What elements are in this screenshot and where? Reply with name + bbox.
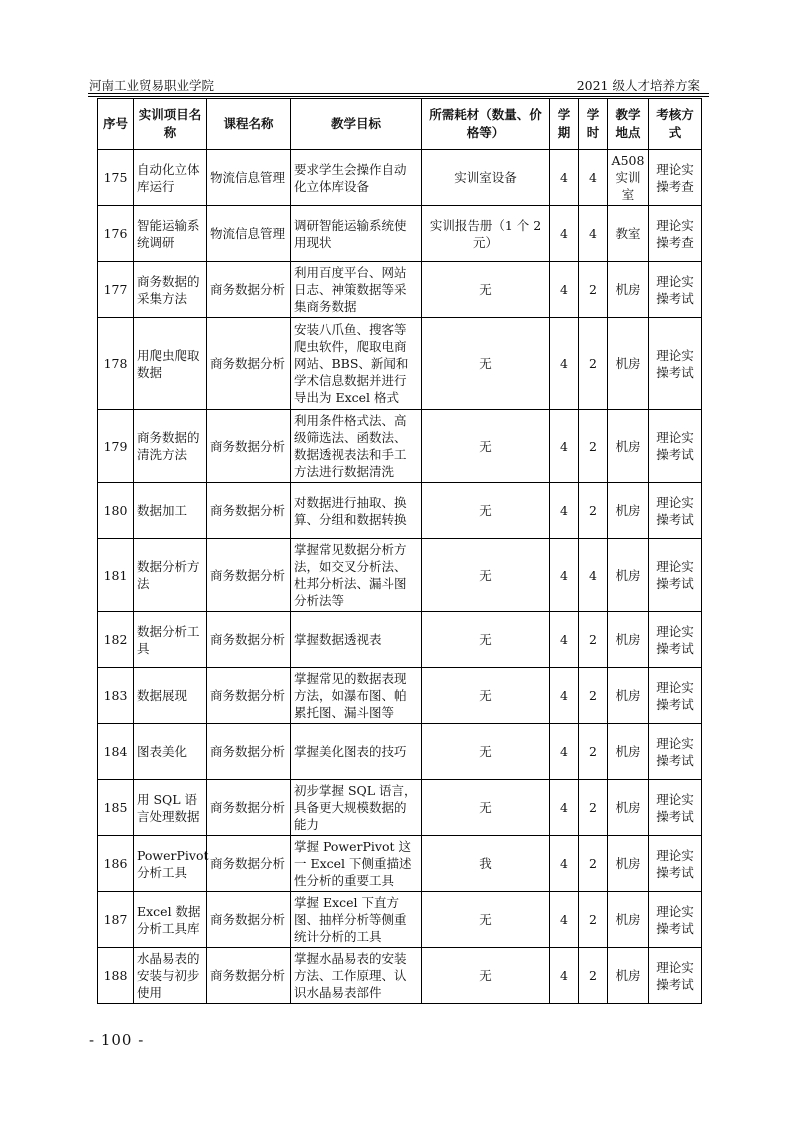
cell-materials: 无 bbox=[422, 724, 550, 780]
cell-project-name: 数据加工 bbox=[134, 483, 207, 539]
col-header-no: 序号 bbox=[98, 99, 134, 150]
table-row bbox=[98, 539, 702, 612]
cell-course-name: 商务数据分析 bbox=[207, 724, 291, 780]
table-row bbox=[98, 318, 702, 410]
cell-materials: 无 bbox=[422, 318, 550, 410]
col-header-course: 课程名称 bbox=[207, 99, 291, 150]
cell-hours: 4 bbox=[579, 206, 608, 262]
cell-place: 机房 bbox=[608, 539, 649, 612]
cell-course-name: 商务数据分析 bbox=[207, 483, 291, 539]
cell-teaching-goal: 调研智能运输系统使用现状 bbox=[291, 206, 422, 262]
cell-course-name: 商务数据分析 bbox=[207, 892, 291, 948]
cell-row-number: 185 bbox=[98, 780, 134, 836]
cell-row-number: 186 bbox=[98, 836, 134, 892]
table-row bbox=[98, 948, 702, 1004]
cell-hours: 4 bbox=[579, 539, 608, 612]
cell-assessment: 理论实操考查 bbox=[649, 150, 702, 206]
cell-hours: 2 bbox=[579, 724, 608, 780]
cell-term: 4 bbox=[550, 836, 579, 892]
cell-assessment: 理论实操考试 bbox=[649, 836, 702, 892]
header-rule-thick bbox=[88, 93, 709, 94]
cell-course-name: 商务数据分析 bbox=[207, 318, 291, 410]
training-projects-table bbox=[97, 98, 702, 1004]
cell-course-name: 商务数据分析 bbox=[207, 262, 291, 318]
cell-hours: 2 bbox=[579, 612, 608, 668]
cell-course-name: 商务数据分析 bbox=[207, 539, 291, 612]
cell-term: 4 bbox=[550, 410, 579, 483]
cell-place: 机房 bbox=[608, 483, 649, 539]
cell-course-name: 商务数据分析 bbox=[207, 948, 291, 1004]
cell-row-number: 184 bbox=[98, 724, 134, 780]
cell-teaching-goal: 掌握常见数据分析方法，如交叉分析法、杜邦分析法、漏斗图分析法等 bbox=[291, 539, 422, 612]
cell-assessment: 理论实操考试 bbox=[649, 892, 702, 948]
cell-materials: 实训室设备 bbox=[422, 150, 550, 206]
cell-term: 4 bbox=[550, 948, 579, 1004]
cell-term: 4 bbox=[550, 318, 579, 410]
table-row bbox=[98, 892, 702, 948]
cell-project-name: 数据展现 bbox=[134, 668, 207, 724]
cell-materials: 实训报告册（1 个 2 元） bbox=[422, 206, 550, 262]
cell-teaching-goal: 利用百度平台、网站日志、神策数据等采集商务数据 bbox=[291, 262, 422, 318]
cell-row-number: 187 bbox=[98, 892, 134, 948]
table-row bbox=[98, 668, 702, 724]
cell-project-name: 自动化立体库运行 bbox=[134, 150, 207, 206]
cell-teaching-goal: 掌握水晶易表的安装方法、工作原理、认识水晶易表部件 bbox=[291, 948, 422, 1004]
cell-project-name: 商务数据的采集方法 bbox=[134, 262, 207, 318]
cell-assessment: 理论实操考试 bbox=[649, 410, 702, 483]
cell-project-name: 智能运输系统调研 bbox=[134, 206, 207, 262]
cell-materials: 无 bbox=[422, 539, 550, 612]
cell-place: 机房 bbox=[608, 612, 649, 668]
table-row bbox=[98, 780, 702, 836]
cell-row-number: 179 bbox=[98, 410, 134, 483]
cell-place: 机房 bbox=[608, 780, 649, 836]
cell-assessment: 理论实操考试 bbox=[649, 780, 702, 836]
cell-teaching-goal: 掌握常见的数据表现方法，如瀑布图、帕累托图、漏斗图等 bbox=[291, 668, 422, 724]
cell-assessment: 理论实操考试 bbox=[649, 948, 702, 1004]
col-header-term: 学期 bbox=[550, 99, 579, 150]
cell-place: 机房 bbox=[608, 892, 649, 948]
cell-hours: 2 bbox=[579, 780, 608, 836]
cell-hours: 2 bbox=[579, 836, 608, 892]
cell-assessment: 理论实操考试 bbox=[649, 668, 702, 724]
cell-hours: 2 bbox=[579, 892, 608, 948]
page-number: - 100 - bbox=[89, 1031, 145, 1049]
cell-row-number: 176 bbox=[98, 206, 134, 262]
cell-materials: 无 bbox=[422, 410, 550, 483]
cell-teaching-goal: 掌握 Excel 下直方图、抽样分析等侧重统计分析的工具 bbox=[291, 892, 422, 948]
cell-hours: 2 bbox=[579, 410, 608, 483]
table-body bbox=[98, 150, 702, 1004]
cell-materials: 无 bbox=[422, 612, 550, 668]
cell-place: 机房 bbox=[608, 724, 649, 780]
cell-materials: 无 bbox=[422, 892, 550, 948]
cell-hours: 2 bbox=[579, 483, 608, 539]
table-row bbox=[98, 483, 702, 539]
cell-hours: 2 bbox=[579, 948, 608, 1004]
table-row bbox=[98, 724, 702, 780]
cell-row-number: 175 bbox=[98, 150, 134, 206]
cell-place: 机房 bbox=[608, 410, 649, 483]
cell-assessment: 理论实操考试 bbox=[649, 262, 702, 318]
cell-assessment: 理论实操考试 bbox=[649, 318, 702, 410]
cell-row-number: 183 bbox=[98, 668, 134, 724]
col-header-place: 教学地点 bbox=[608, 99, 649, 150]
cell-term: 4 bbox=[550, 483, 579, 539]
col-header-materials: 所需耗材（数量、价格等） bbox=[422, 99, 550, 150]
cell-hours: 2 bbox=[579, 668, 608, 724]
table-row bbox=[98, 410, 702, 483]
cell-project-name: 用爬虫爬取数据 bbox=[134, 318, 207, 410]
table-row bbox=[98, 206, 702, 262]
table-row bbox=[98, 612, 702, 668]
cell-teaching-goal: 安装八爪鱼、搜客等爬虫软件，爬取电商网站、BBS、新闻和学术信息数据并进行导出为 Excel 格式 bbox=[291, 318, 422, 410]
cell-assessment: 理论实操考试 bbox=[649, 724, 702, 780]
cell-materials: 无 bbox=[422, 780, 550, 836]
cell-teaching-goal: 要求学生会操作自动化立体库设备 bbox=[291, 150, 422, 206]
cell-place: 教室 bbox=[608, 206, 649, 262]
cell-project-name: PowerPivot 分析工具 bbox=[134, 836, 207, 892]
cell-hours: 2 bbox=[579, 318, 608, 410]
cell-teaching-goal: 掌握数据透视表 bbox=[291, 612, 422, 668]
table-row bbox=[98, 836, 702, 892]
cell-term: 4 bbox=[550, 780, 579, 836]
cell-term: 4 bbox=[550, 668, 579, 724]
cell-term: 4 bbox=[550, 206, 579, 262]
cell-term: 4 bbox=[550, 724, 579, 780]
cell-teaching-goal: 掌握美化图表的技巧 bbox=[291, 724, 422, 780]
header-document-title: 2021 级人才培养方案 bbox=[576, 78, 700, 93]
cell-course-name: 商务数据分析 bbox=[207, 668, 291, 724]
cell-row-number: 182 bbox=[98, 612, 134, 668]
cell-materials: 无 bbox=[422, 668, 550, 724]
cell-row-number: 188 bbox=[98, 948, 134, 1004]
cell-term: 4 bbox=[550, 892, 579, 948]
cell-place: 机房 bbox=[608, 836, 649, 892]
cell-course-name: 商务数据分析 bbox=[207, 780, 291, 836]
cell-course-name: 商务数据分析 bbox=[207, 836, 291, 892]
cell-hours: 2 bbox=[579, 262, 608, 318]
cell-teaching-goal: 掌握 PowerPivot 这一 Excel 下侧重描述性分析的重要工具 bbox=[291, 836, 422, 892]
cell-materials: 无 bbox=[422, 483, 550, 539]
cell-project-name: 数据分析工具 bbox=[134, 612, 207, 668]
cell-project-name: 图表美化 bbox=[134, 724, 207, 780]
cell-assessment: 理论实操考试 bbox=[649, 539, 702, 612]
header-rule-thin bbox=[88, 96, 709, 97]
cell-materials: 无 bbox=[422, 948, 550, 1004]
header-school-name: 河南工业贸易职业学院 bbox=[89, 78, 215, 93]
cell-course-name: 商务数据分析 bbox=[207, 612, 291, 668]
cell-place: 机房 bbox=[608, 318, 649, 410]
cell-materials: 无 bbox=[422, 262, 550, 318]
cell-place: A508 实训室 bbox=[608, 150, 649, 206]
cell-teaching-goal: 利用条件格式法、高级筛选法、函数法、数据透视表法和手工方法进行数据清洗 bbox=[291, 410, 422, 483]
cell-term: 4 bbox=[550, 612, 579, 668]
cell-assessment: 理论实操考查 bbox=[649, 206, 702, 262]
cell-course-name: 物流信息管理 bbox=[207, 206, 291, 262]
table-row bbox=[98, 262, 702, 318]
cell-term: 4 bbox=[550, 150, 579, 206]
table-row bbox=[98, 150, 702, 206]
cell-place: 机房 bbox=[608, 262, 649, 318]
col-header-assess: 考核方式 bbox=[649, 99, 702, 150]
cell-row-number: 178 bbox=[98, 318, 134, 410]
cell-teaching-goal: 初步掌握 SQL 语言，具备更大规模数据的能力 bbox=[291, 780, 422, 836]
col-header-goal: 教学目标 bbox=[291, 99, 422, 150]
cell-course-name: 商务数据分析 bbox=[207, 410, 291, 483]
cell-place: 机房 bbox=[608, 668, 649, 724]
cell-assessment: 理论实操考试 bbox=[649, 612, 702, 668]
cell-row-number: 177 bbox=[98, 262, 134, 318]
cell-project-name: 用 SQL 语言处理数据 bbox=[134, 780, 207, 836]
cell-materials: 我 bbox=[422, 836, 550, 892]
cell-course-name: 物流信息管理 bbox=[207, 150, 291, 206]
cell-project-name: Excel 数据分析工具库 bbox=[134, 892, 207, 948]
cell-term: 4 bbox=[550, 539, 579, 612]
cell-term: 4 bbox=[550, 262, 579, 318]
table-header-row bbox=[98, 99, 702, 150]
cell-place: 机房 bbox=[608, 948, 649, 1004]
cell-row-number: 181 bbox=[98, 539, 134, 612]
cell-project-name: 数据分析方法 bbox=[134, 539, 207, 612]
cell-project-name: 商务数据的清洗方法 bbox=[134, 410, 207, 483]
cell-row-number: 180 bbox=[98, 483, 134, 539]
cell-assessment: 理论实操考试 bbox=[649, 483, 702, 539]
cell-project-name: 水晶易表的安装与初步使用 bbox=[134, 948, 207, 1004]
cell-teaching-goal: 对数据进行抽取、换算、分组和数据转换 bbox=[291, 483, 422, 539]
cell-hours: 4 bbox=[579, 150, 608, 206]
col-header-project: 实训项目名称 bbox=[134, 99, 207, 150]
col-header-hours: 学时 bbox=[579, 99, 608, 150]
